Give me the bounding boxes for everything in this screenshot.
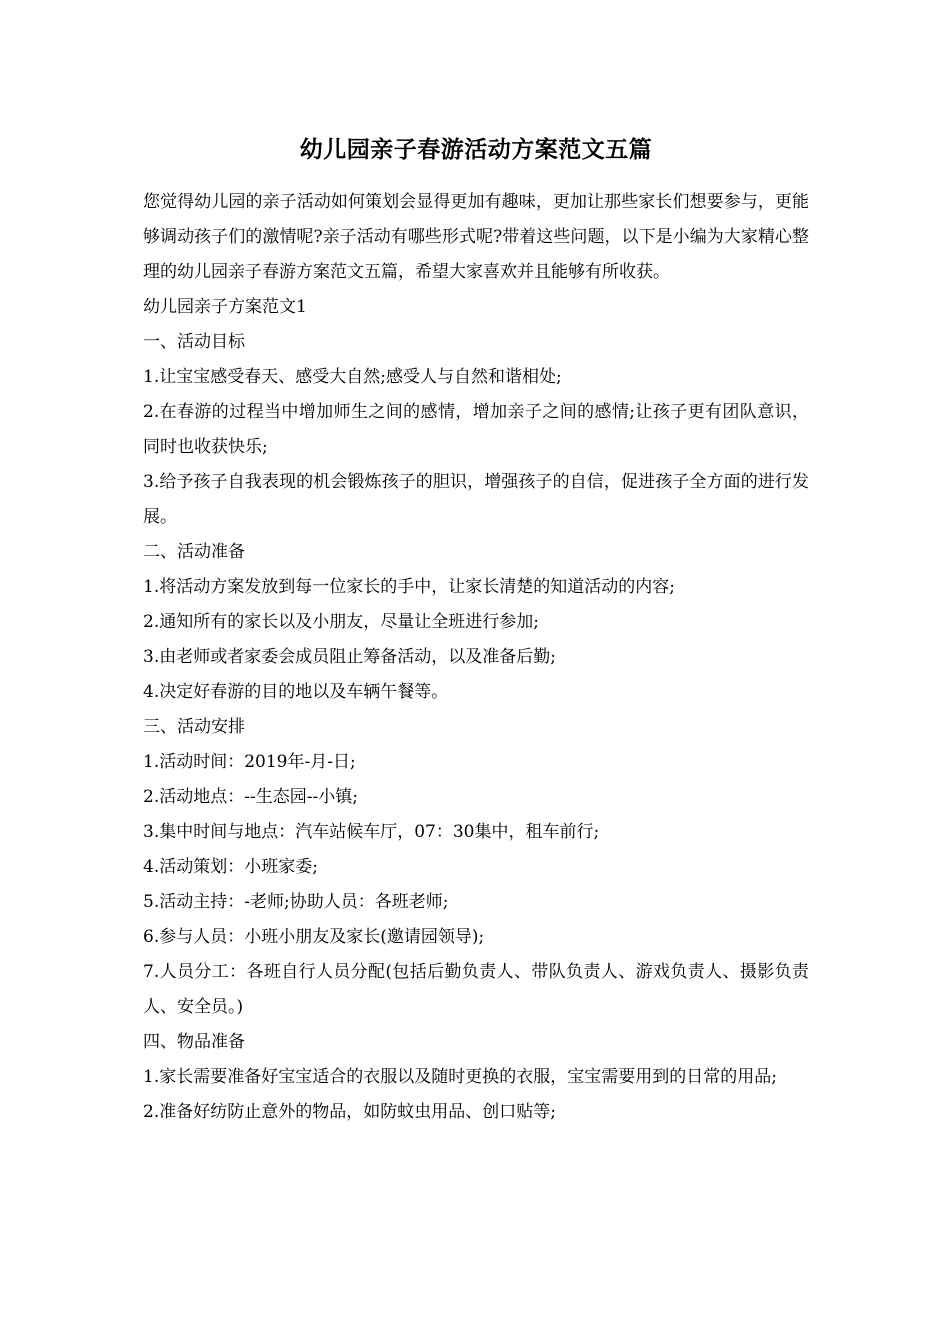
- list-item: 1.将活动方案发放到每一位家长的手中，让家长清楚的知道活动的内容;: [143, 577, 675, 597]
- intro-paragraph: 您觉得幼儿园的亲子活动如何策划会显得更加有趣味，更加让那些家长们想要参与，更能够调动孩子们的激情呢?亲子活动有哪些形式呢?带着这些问题，以下是小编为大家精心整理的幼儿园亲子春游方案范文五篇，希望大家喜欢并且能够有所收获。: [143, 192, 809, 282]
- document-title: 幼儿园亲子春游活动方案范文五篇: [299, 136, 653, 163]
- document-content: [143, 126, 809, 1130]
- section-heading-activity-arrangement: 三、活动安排: [143, 717, 245, 737]
- list-item: 7.人员分工：各班自行人员分配(包括后勤负责人、带队负责人、游戏负责人、摄影负责人、安全员。): [143, 962, 809, 1017]
- list-item: 2.通知所有的家长以及小朋友，尽量让全班进行参加;: [143, 612, 539, 632]
- list-item: 3.集中时间与地点：汽车站候车厅，07：30集中，租车前行;: [143, 822, 600, 842]
- section-heading-activity-preparation: 二、活动准备: [143, 542, 245, 562]
- list-item: 4.决定好春游的目的地以及车辆午餐等。: [143, 682, 449, 702]
- section-heading-item-preparation: 四、物品准备: [143, 1032, 245, 1052]
- section-heading-activity-goals: 一、活动目标: [143, 332, 245, 352]
- section-heading-example-1: 幼儿园亲子方案范文1: [143, 297, 307, 317]
- list-item: 1.让宝宝感受春天、感受大自然;感受人与自然和谐相处;: [143, 367, 562, 387]
- list-item: 5.活动主持：-老师;协助人员：各班老师;: [143, 892, 449, 912]
- list-item: 1.活动时间：2019年-月-日;: [143, 752, 356, 772]
- list-item: 2.在春游的过程当中增加师生之间的感情，增加亲子之间的感情;让孩子更有团队意识，同时也收获快乐;: [143, 402, 809, 457]
- list-item: 2.准备好纺防止意外的物品，如防蚊虫用品、创口贴等;: [143, 1102, 556, 1122]
- list-item: 1.家长需要准备好宝宝适合的衣服以及随时更换的衣服，宝宝需要用到的日常的用品;: [143, 1067, 777, 1087]
- list-item: 6.参与人员：小班小朋友及家长(邀请园领导);: [143, 927, 485, 947]
- list-item: 4.活动策划：小班家委;: [143, 857, 318, 877]
- list-item: 3.由老师或者家委会成员阻止筹备活动，以及准备后勤;: [143, 647, 556, 667]
- list-item: 3.给予孩子自我表现的机会锻炼孩子的胆识，增强孩子的自信，促进孩子全方面的进行发展。: [143, 472, 809, 527]
- list-item: 2.活动地点：--生态园--小镇;: [143, 787, 358, 807]
